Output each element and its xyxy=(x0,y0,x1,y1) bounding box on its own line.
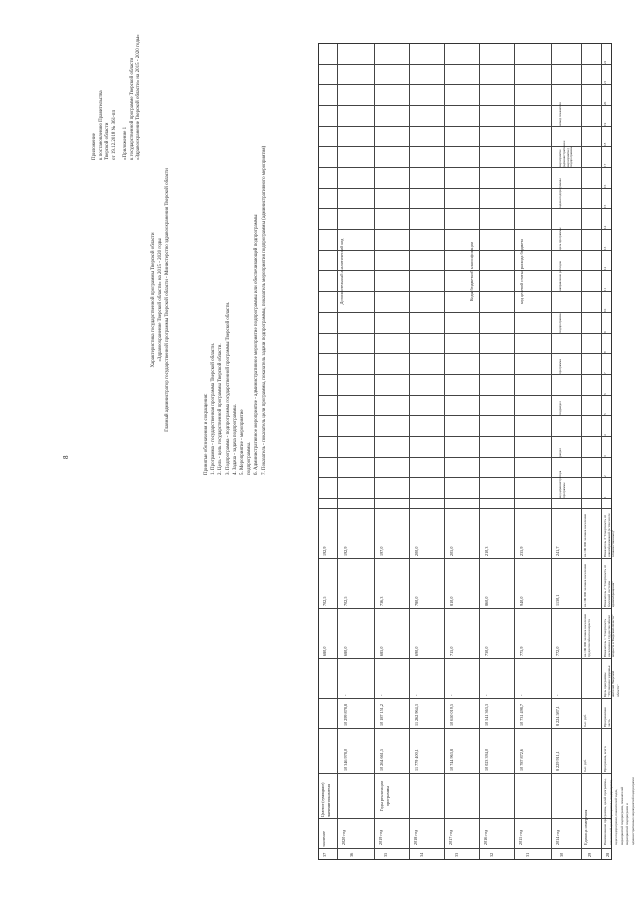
table-cell-v2018: 11 779 400,1 xyxy=(414,749,419,771)
table-cell-v2019: 685,0 xyxy=(379,646,384,656)
grid-line xyxy=(319,84,611,85)
column-number: 29 xyxy=(587,852,592,857)
code-column-number: 11 xyxy=(603,287,607,291)
code-column-number: 18 xyxy=(603,142,607,146)
code-column-number: 4 xyxy=(603,434,607,436)
table-cell-unit: тыс. руб. xyxy=(583,759,587,772)
table-cell-v2014: 1130,1 xyxy=(555,594,560,606)
table-cell-v2016: 10 023 394,0 xyxy=(484,749,489,771)
table-cell-v2018: 11 262 964,3 xyxy=(414,704,419,726)
grid-line xyxy=(319,415,611,416)
appendix-line: к постановлению Правительства xyxy=(98,90,104,160)
table-cell-v2019: 10 264 661,5 xyxy=(379,749,384,771)
table-cell-v2020: 680,0 xyxy=(343,646,348,656)
code-column-number: 20 xyxy=(603,101,607,105)
document-heading xyxy=(150,60,171,540)
column-number: 32 xyxy=(489,852,494,857)
table-cell-v2014: 241,7 xyxy=(555,546,560,556)
grid-line xyxy=(319,608,611,609)
table-cell-v2019: 197,0 xyxy=(379,546,384,556)
appendix-block xyxy=(92,34,143,160)
grid-line xyxy=(319,698,611,699)
table-cell-v2016: 210,3 xyxy=(484,546,489,556)
column-number: 28 xyxy=(605,852,610,857)
table-cell-v2020: 192,9 xyxy=(343,546,348,556)
table-cell-target: 702,5 xyxy=(322,596,327,606)
col-header-year: 2018 год xyxy=(413,829,418,845)
heading-line: Главный администратор государственной программы Тверской области - Министерство здравоохранения Тверской области xyxy=(165,168,170,432)
column-number: 35 xyxy=(383,852,388,857)
column-number: 34 xyxy=(419,852,424,857)
table-cell-name: Показатель 3 "Смертность от новообразований (в том числе злокачественных)" xyxy=(603,513,616,557)
table-cell-v2016: 730,0 xyxy=(484,646,489,656)
col-header-name: Наименование программы, целей программы, показателей целей программы, подпрограмм, задач подпрограмм, показателей задач, мероприятий подпрограмм, показателей мероприятий подпрограмм и административных мероприятий подпрограмм xyxy=(603,777,635,845)
col-header-unit: Единица измерения xyxy=(583,809,588,845)
code-column-number: 17 xyxy=(603,163,607,167)
grid-line xyxy=(319,773,611,774)
code-column-number: 15 xyxy=(603,204,607,208)
grid-line xyxy=(319,658,611,659)
legend-item: 2. Цель - цель государственной программы Тверской области. xyxy=(218,343,224,475)
grid-line xyxy=(319,374,611,375)
table-cell-v2015: 940,0 xyxy=(519,596,524,606)
table-cell-v2016: 860,0 xyxy=(484,596,489,606)
table-cell-v2015: - xyxy=(519,694,524,696)
code-column-label: мероприятие (административное мероприятие) подпрограммы xyxy=(558,140,574,167)
table-cell-target: 192,9 xyxy=(322,546,327,556)
code-column-number: 16 xyxy=(603,184,607,188)
legend-block xyxy=(203,146,268,475)
code-column-number: 3 xyxy=(603,455,607,457)
table-cell-v2019: 736,3 xyxy=(379,596,384,606)
col-header-target: Целевое (суммарное) значение показателя xyxy=(321,782,331,817)
table-cell-v2015: 10 731 498,7 xyxy=(519,704,524,726)
column-number: 36 xyxy=(349,852,354,857)
col-header-plan: Годы реализации программы xyxy=(379,780,390,812)
table-cell-v2019: 10 187 151,2 xyxy=(379,704,384,726)
table-cell-v2019: - xyxy=(379,694,384,696)
code-column-label: подраздел xyxy=(558,401,562,415)
code-column-label: цель программы xyxy=(558,227,562,250)
budget-codes-header: Коды бюджетной классификации xyxy=(469,241,474,302)
table-cell-name: Показатель 2 "Смертность от болезней системы кровообращения" xyxy=(603,564,616,607)
appendix-line: Тверской области xyxy=(105,122,110,160)
code-column-label: код администратора программы xyxy=(558,470,566,498)
table-cell-unit: на 100 000 человек населения трудоспособного возраста xyxy=(583,614,592,657)
table-cell-v2015: 775,9 xyxy=(519,646,524,656)
col-header-year: 2016 год xyxy=(483,829,488,845)
code-column-number: 19 xyxy=(603,122,607,126)
program-table xyxy=(318,43,635,860)
table-cell-v2017: 10 650 019,5 xyxy=(449,704,454,726)
grid-line xyxy=(319,333,611,334)
appendix-line: от 19.12.2018 № 361-пп xyxy=(111,109,117,160)
code-column-number: 14 xyxy=(603,225,607,229)
code-column-label: раздел xyxy=(558,448,562,457)
col-header-value: значение xyxy=(321,831,326,847)
col-header-2014: 2014 год xyxy=(555,829,560,845)
legend-item: 5. Мероприятие - мероприятие xyxy=(240,409,246,475)
code-column-label: задача подпрограммы xyxy=(558,178,562,208)
table-cell-v2016: 10 541 363,3 xyxy=(484,704,489,726)
heading-line: Характеристика государственной программы Тверской области xyxy=(151,232,156,368)
code-column-number: 9 xyxy=(603,331,607,333)
grid-line xyxy=(319,126,611,127)
grid-line xyxy=(319,291,611,292)
table-cell-v2014: 772,0 xyxy=(555,646,560,656)
col-header-year: 2017 год xyxy=(448,829,453,845)
extra-code-header: Дополнительный аналитический код xyxy=(339,238,344,305)
table-cell-v2017: - xyxy=(449,694,454,696)
legend-item: 7. Показатель - показатель цели программы, показатель задачи подпрограммы, показатель мероприятия подпрограммы (административного мероприятия) xyxy=(261,145,267,475)
col-header-year: 2019 год xyxy=(378,829,383,845)
table-cell-v2020: - xyxy=(343,694,348,696)
grid-line xyxy=(319,508,611,509)
legend-item: подпрограммы. xyxy=(247,442,253,475)
legend-item: 3. Подпрограмма - подпрограмма государственной программы Тверской области. xyxy=(225,301,231,475)
table-cell-target: 680,0 xyxy=(322,646,327,656)
code-column-number: 1 xyxy=(603,496,607,498)
table-cell-v2018: 780,0 xyxy=(414,596,419,606)
heading-line: «Здравоохранение Тверской области» на 2015 - 2020 годы xyxy=(158,238,163,362)
appendix-line: «Здравоохранение Тверской области» на 2015 - 2020 годы» xyxy=(136,34,141,160)
grid-line xyxy=(319,498,611,499)
appendix-line: Приложение xyxy=(92,133,97,160)
grid-line xyxy=(319,208,611,209)
table-cell-v2020: 10 346 978,0 xyxy=(343,749,348,771)
table-cell-v2018: 690,0 xyxy=(414,646,419,656)
page-number: 8 xyxy=(62,455,70,459)
legend-title: Принятые обозначения и сокращения: xyxy=(204,393,209,475)
code-column-label: подпрограмма xyxy=(558,313,562,333)
grid-line xyxy=(319,167,611,168)
column-number: 31 xyxy=(525,852,530,857)
code-column-label: программа xyxy=(558,359,562,374)
column-number: 33 xyxy=(454,852,459,857)
budget-sub-header: код целевой статьи расхода бюджета xyxy=(519,238,524,305)
col-header-year: 2020 год xyxy=(341,829,346,845)
legend-item: 1. Программа - государственная программа Тверской области. xyxy=(211,342,217,475)
grid-line xyxy=(319,64,611,65)
legend-item: 4. Задача - задача подпрограммы. xyxy=(232,404,238,475)
table-cell-name: Показатель 1 "Смертность населения в трудоспособном возрасте в Тверской области" xyxy=(603,614,616,657)
table-cell-v2017: 810,0 xyxy=(449,596,454,606)
table-cell-name: Программная часть xyxy=(603,707,612,727)
column-number: 37 xyxy=(322,852,327,857)
legend-item: 6. Административное мероприятие - административное мероприятие подпрограммы или обеспечивающей подпрограммы xyxy=(254,214,260,475)
table-cell-v2016: - xyxy=(484,694,489,696)
table-cell-name: Программа, всего xyxy=(603,746,607,772)
table-cell-name: Цель программы "Улучшение здоровья жителей Тверской области" xyxy=(603,665,620,697)
code-column-number: 2 xyxy=(603,475,607,477)
table-cell-v2018: - xyxy=(414,694,419,696)
table-cell-v2014: 8 229 911,1 xyxy=(555,751,560,771)
table-cell-v2015: 235,9 xyxy=(519,546,524,556)
appendix-line: к государственной программе Тверской области xyxy=(129,57,135,160)
appendix-line: «Приложение 1 xyxy=(123,126,128,160)
code-column-number: 6 xyxy=(603,393,607,395)
table-cell-unit: на 100 000 человек населения xyxy=(583,564,587,607)
grid-line xyxy=(319,457,611,458)
table-cell-v2014: - xyxy=(555,694,560,696)
code-column-label: направление расходов xyxy=(558,261,562,291)
code-column-number: 7 xyxy=(603,372,607,374)
col-header-year: 2015 год xyxy=(518,829,523,845)
table-cell-v2020: 10 299 878,8 xyxy=(343,704,348,726)
code-column-label: номер показателя xyxy=(558,102,562,126)
table-cell-unit: тыс. руб. xyxy=(583,714,587,727)
code-column-number: 10 xyxy=(603,308,607,312)
grid-line xyxy=(319,728,611,729)
grid-line xyxy=(319,848,611,849)
table-cell-v2020: 702,5 xyxy=(343,596,348,606)
table-cell-v2014: 8 224 587,1 xyxy=(555,706,560,726)
code-column-number: 13 xyxy=(603,246,607,250)
table-cell-v2015: 10 787 872,6 xyxy=(519,749,524,771)
code-column-number: 5 xyxy=(603,413,607,415)
table-cell-unit: на 100 000 человек населения xyxy=(583,514,587,557)
code-column-number: 21 xyxy=(603,80,607,84)
table-cell-v2018: 200,0 xyxy=(414,546,419,556)
code-column-number: 8 xyxy=(603,351,607,353)
table-cell-v2017: 205,0 xyxy=(449,546,454,556)
code-column-number: 12 xyxy=(603,266,607,270)
table-cell-v2017: 715,0 xyxy=(449,646,454,656)
code-column-number: 22 xyxy=(603,60,607,64)
column-number: 30 xyxy=(559,852,564,857)
grid-line xyxy=(319,558,611,559)
grid-line xyxy=(319,250,611,251)
table-cell-v2017: 10 744 963,8 xyxy=(449,749,454,771)
